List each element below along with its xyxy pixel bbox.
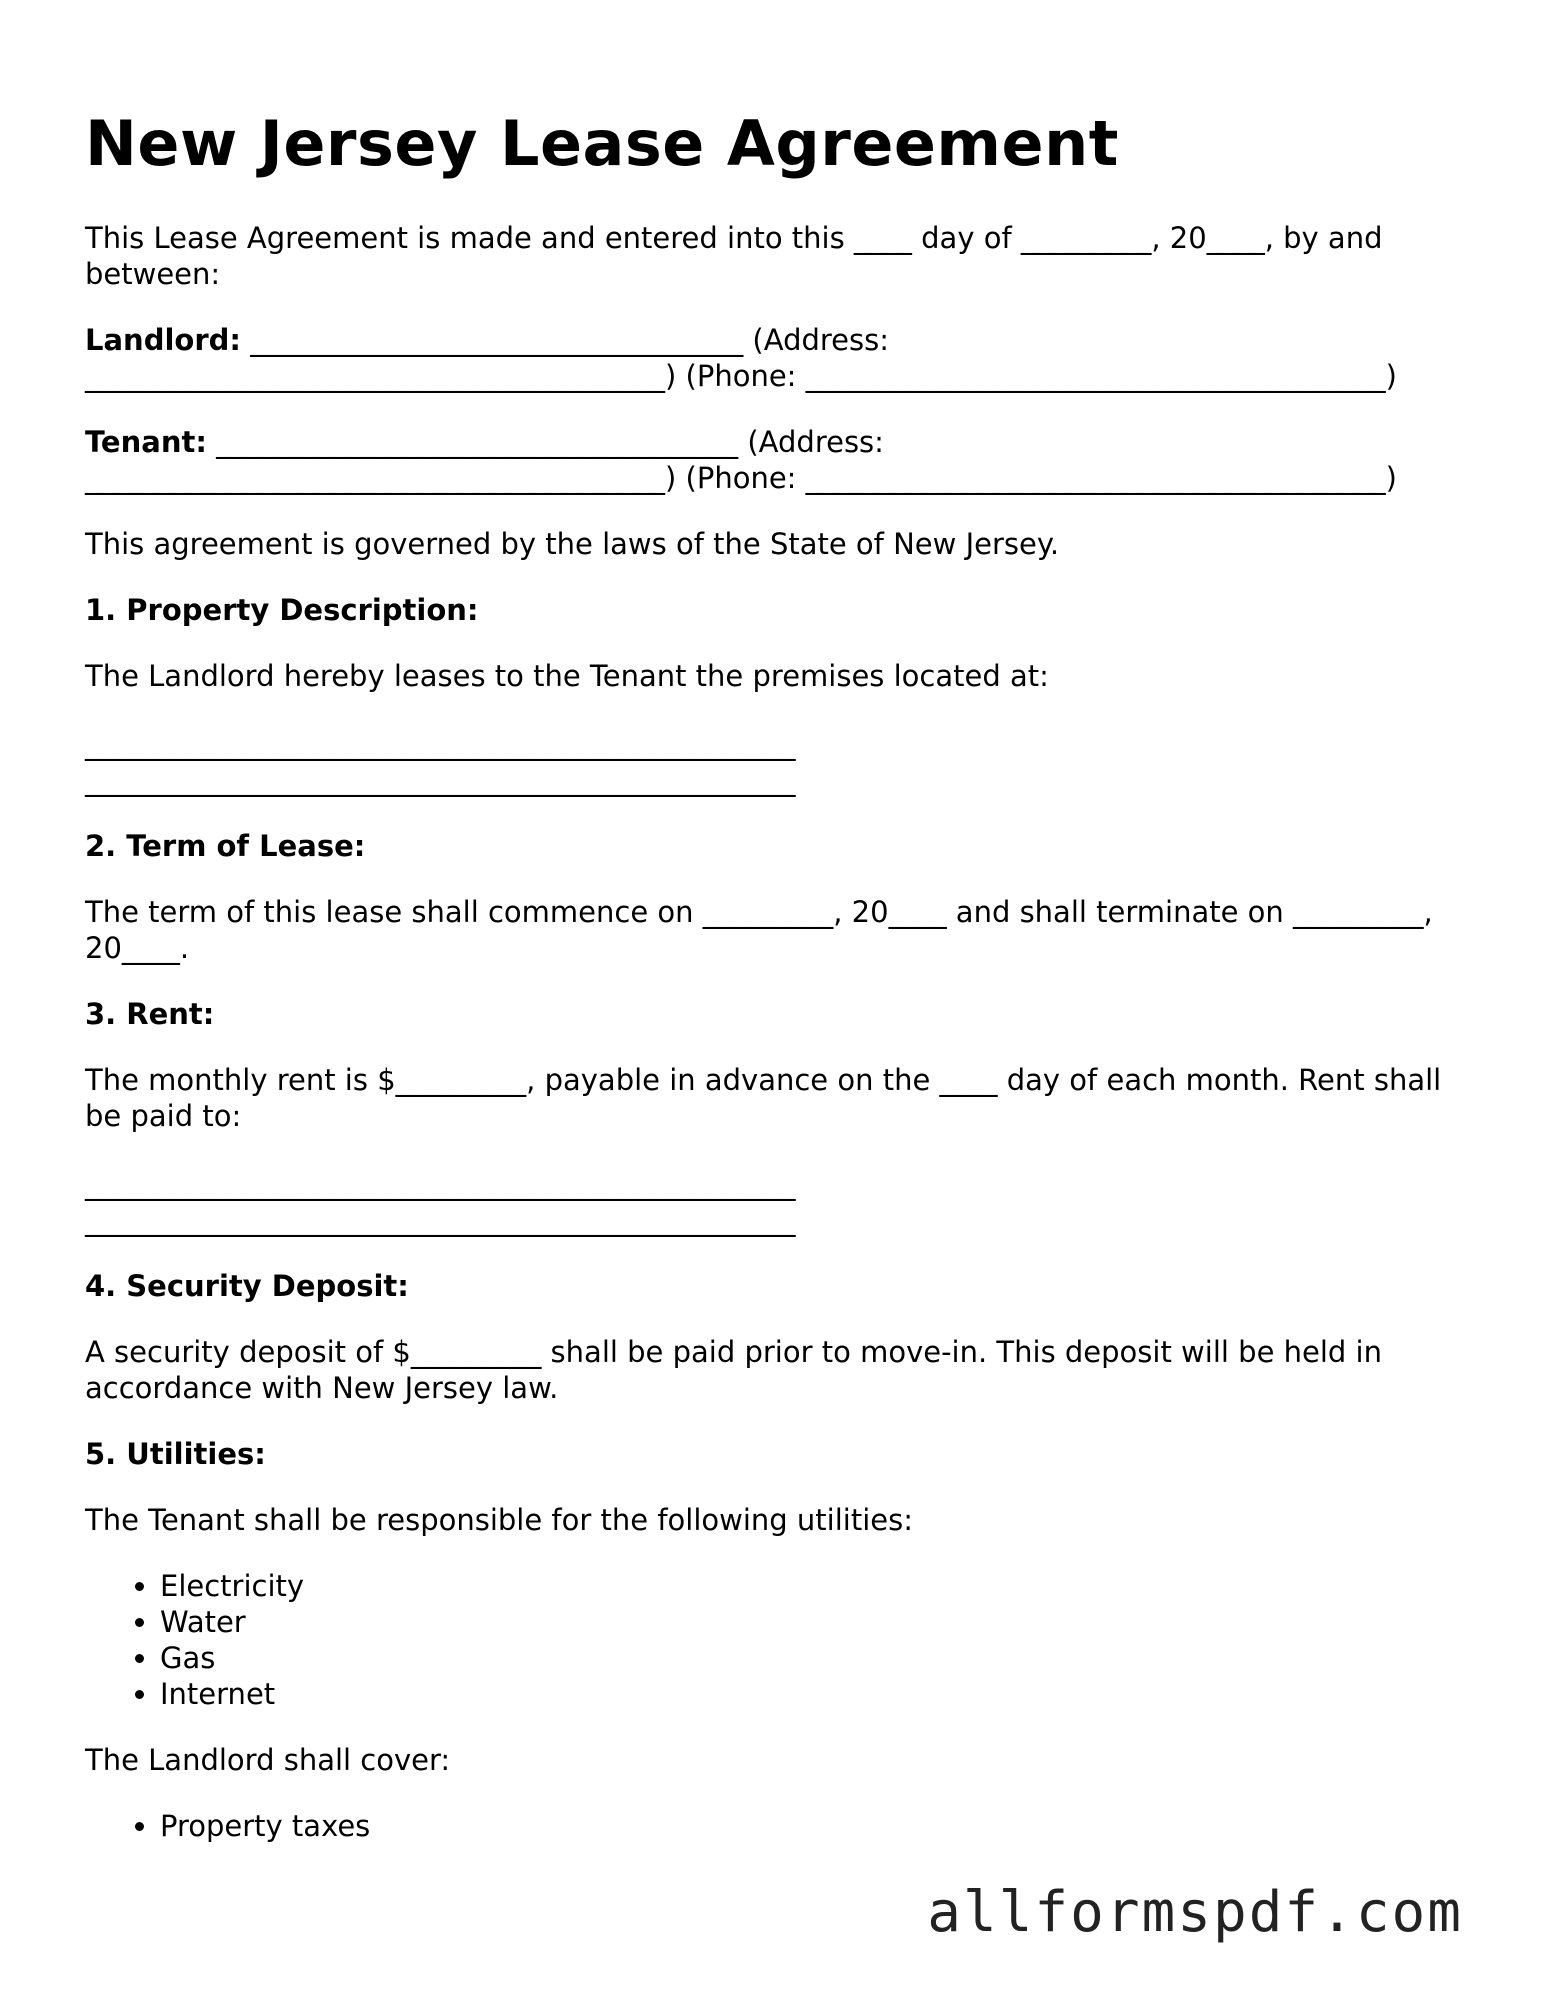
section-utilities-heading: 5. Utilities: xyxy=(85,1437,266,1472)
section-term-text: The term of this lease shall commence on _________, 20____ and shall terminate on _________, 20____. xyxy=(85,895,1433,966)
tenant-label: Tenant: xyxy=(85,425,207,460)
blank-line: _________________________________________________ xyxy=(85,763,796,798)
list-item: • Gas xyxy=(160,1640,1463,1676)
list-item: • Water xyxy=(160,1604,1463,1640)
section-term-heading: 2. Term of Lease: xyxy=(85,829,366,864)
list-item: • Property taxes xyxy=(160,1808,1463,1844)
section-property-heading: 1. Property Description: xyxy=(85,593,479,628)
landlord-fields: __________________________________ (Address: ________________________________________) (Phone: ________________________________________) xyxy=(85,323,1397,394)
landlord-utilities-text: The Landlord shall cover: xyxy=(85,1743,451,1778)
section-deposit-heading: 4. Security Deposit: xyxy=(85,1269,409,1304)
watermark-logo: allformspdf.com xyxy=(927,1880,1463,1945)
blank-line: _________________________________________________ xyxy=(85,1167,796,1202)
document-title: New Jersey Lease Agreement xyxy=(85,107,1119,180)
section-property-text: The Landlord hereby leases to the Tenant the premises located at: xyxy=(85,659,1049,694)
blank-line: _________________________________________________ xyxy=(85,727,796,762)
tenant-fields: ____________________________________ (Address: ________________________________________) (Phone: ________________________________________) xyxy=(85,425,1397,496)
landlord-utilities-list xyxy=(85,1808,1463,1844)
landlord-paragraph xyxy=(85,322,1463,394)
rent-payee-lines xyxy=(85,1166,1463,1238)
tenant-utilities-list xyxy=(85,1568,1463,1712)
landlord-label: Landlord: xyxy=(85,323,241,358)
list-item: • Internet xyxy=(160,1676,1463,1712)
section-deposit-text: A security deposit of $_________ shall be paid prior to move-in. This deposit will be held in accordance with New Jersey law. xyxy=(85,1335,1382,1406)
tenant-paragraph xyxy=(85,424,1463,496)
list-item: • Electricity xyxy=(160,1568,1463,1604)
section-rent-heading: 3. Rent: xyxy=(85,997,215,1032)
intro-paragraph: This Lease Agreement is made and entered into this ____ day of _________, 20____, by and between: xyxy=(85,221,1383,292)
property-address-lines xyxy=(85,726,1463,798)
tenant-utilities-text: The Tenant shall be responsible for the following utilities: xyxy=(85,1503,913,1538)
governing-law: This agreement is governed by the laws of the State of New Jersey. xyxy=(85,527,1060,562)
blank-line: _________________________________________________ xyxy=(85,1203,796,1238)
section-rent-text: The monthly rent is $_________, payable in advance on the ____ day of each month. Rent shall be paid to: xyxy=(85,1063,1442,1134)
